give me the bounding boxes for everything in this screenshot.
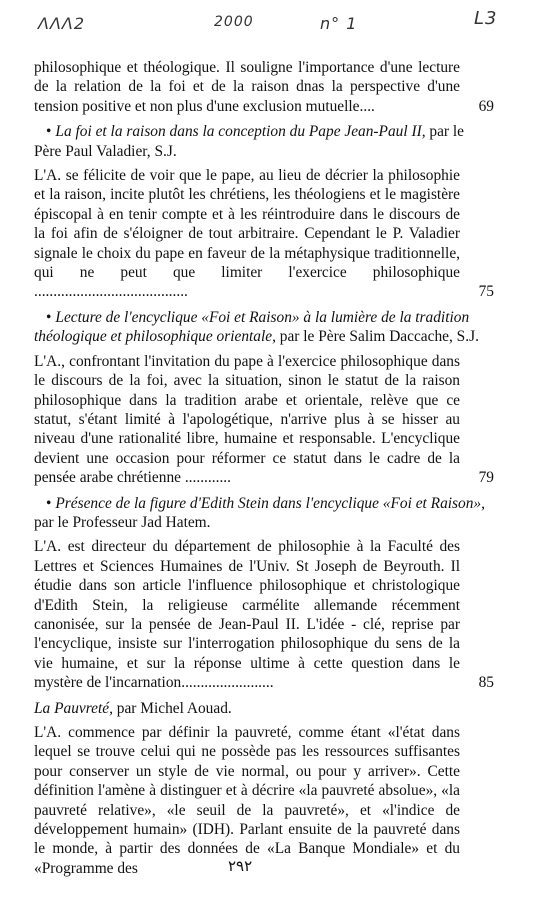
bullet-icon: • bbox=[46, 308, 52, 326]
entry-heading bbox=[34, 308, 494, 347]
entry-author: par le Père Paul Valadier, S.J. bbox=[34, 123, 465, 160]
intro-paragraph bbox=[34, 58, 494, 116]
entry-title: Présence de la figure d'Edith Stein dans l'encyclique «Foi et Raison», bbox=[55, 494, 485, 512]
page-number: ٢٩٢ bbox=[228, 857, 253, 875]
entry-summary: L'A. commence par définir la pauvreté, comme étant «l'état dans lequel se trouve celui qui ne possède pas les ressources suffisantes pour conserver un style de vie normal, ou pour y arriver». Cette définition l'amène à distinguer et à décrire «la pauvreté absolue», «la pauvreté relative», «le seuil de la pauvreté», et «l'indice de développement humain» (IDH). Parlant ensuite de la pauvreté dans le monde, à partir des données de «La Banque Mondiale» et du «Programme des bbox=[34, 724, 460, 877]
page-ref: 75 bbox=[478, 283, 494, 301]
handwritten-annotation-issue: n° 1 bbox=[320, 14, 358, 33]
entry-title: La foi et la raison dans la conception du Pape Jean-Paul II, bbox=[55, 123, 426, 141]
toc-entry bbox=[34, 308, 494, 488]
entry-author: par le Professeur Jad Hatem. bbox=[34, 513, 211, 531]
toc-entry bbox=[34, 699, 494, 879]
entry-summary-block bbox=[34, 723, 494, 878]
page-ref: 69 bbox=[478, 97, 494, 115]
intro-text-block bbox=[34, 58, 494, 116]
entry-title: Lecture de l'encyclique «Foi et Raison» à la lumière de la tradition théologique et philosophique orientale, bbox=[34, 308, 470, 346]
handwritten-annotation-left: ΛΛΛ2 bbox=[38, 14, 86, 33]
page-ref: 79 bbox=[478, 469, 494, 487]
entry-author: par le Père Salim Daccache, S.J. bbox=[275, 328, 479, 346]
page-ref: 85 bbox=[478, 674, 494, 692]
entry-summary-block bbox=[34, 166, 494, 302]
toc-entry bbox=[34, 122, 494, 302]
intro-text: philosophique et théologique. Il souligne l'importance d'une lecture de la relation de la foi et de la raison dnas la perspective d'une tension positive et non plus d'une exclusion mutuelle.... bbox=[34, 59, 460, 115]
entry-summary: L'A., confrontant l'invitation du pape à l'exercice philosophique dans le discours de la foi, avec la situation, sinon le statut de la raison philosophique dans la tradition arabe et orientale, relève que ce statut, s'étant limité à l'apologétique, n'arrive plus à se hisser au niveau d'une rationalité libre, humaine et responsable. L'encyclique devient une occasion pour réformer ce statut dans le cadre de la pensée arabe chrétienne ............ bbox=[34, 352, 460, 487]
entry-summary: L'A. est directeur du département de philosophie à la Faculté des Lettres et Sciences Humaines de l'Univ. St Joseph de Beyrouth. Il étudie dans son article l'influence philosophique et christologique d'Edith Stein, la religieuse carmélite allemande récemment canonisée, sur la pensée de Jean-Paul II. L'idée - clé, reprise par l'encyclique, insiste sur l'interrogation philosophique du sens de la vie humaine, et sur la réponse ultime à cette question dans le mystère de l'incarnation........................ bbox=[34, 538, 460, 692]
bullet-icon: • bbox=[46, 123, 52, 141]
entry-title: La Pauvreté, bbox=[34, 699, 113, 717]
entry-summary-block bbox=[34, 352, 494, 488]
entry-summary-block bbox=[34, 537, 494, 692]
entry-heading bbox=[34, 699, 494, 718]
document-body bbox=[34, 58, 494, 884]
toc-entry bbox=[34, 494, 494, 693]
entry-heading bbox=[34, 122, 494, 161]
entry-author: par Michel Aouad. bbox=[112, 699, 232, 717]
entry-summary: L'A. se félicite de voir que le pape, au lieu de décrier la philosophie et la raison, incite plutôt les chrétiens, les théologiens et le magistère épiscopal à en tenir compte et à les réintroduire dans le discours de la foi afin de s'éloigner de tout arbitraire. Cependant le P. Valadier signale le choix du pape en faveur de la métaphysique traditionnelle, qui ne peut que limiter l'exercice philosophique ........................................ bbox=[34, 167, 460, 301]
handwritten-annotation-code: L3 bbox=[474, 8, 498, 29]
bullet-icon: • bbox=[46, 494, 52, 512]
entry-heading bbox=[34, 494, 494, 533]
handwritten-annotation-year: 2000 bbox=[214, 14, 254, 30]
